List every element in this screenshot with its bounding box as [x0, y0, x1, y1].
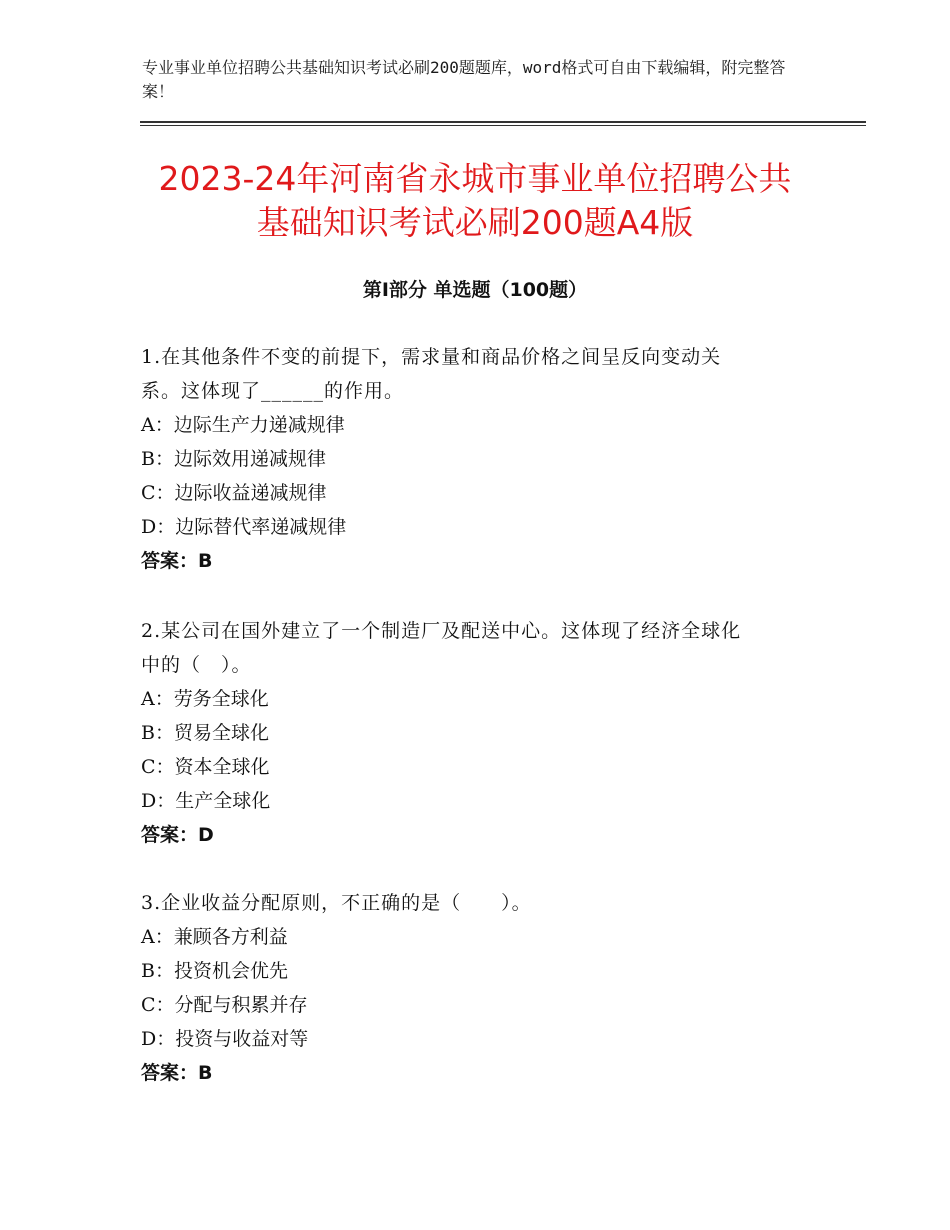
document-title	[100, 157, 850, 245]
option-b: B：边际效用递减规律	[141, 448, 326, 470]
answer: 答案：B	[141, 1062, 213, 1084]
option-d: D：投资与收益对等	[141, 1028, 309, 1050]
option-c: C：分配与积累并存	[141, 994, 308, 1016]
question-stem-line-1: 2.某公司在国外建立了一个制造厂及配送中心。这体现了经济全球化	[141, 620, 742, 642]
question-2	[141, 614, 821, 852]
question-stem-line-1: 1.在其他条件不变的前提下，需求量和商品价格之间呈反向变动关	[141, 346, 722, 368]
title-line-1: 2023-24年河南省永城市事业单位招聘公共	[158, 159, 792, 198]
option-a: A：兼顾各方利益	[141, 926, 288, 948]
option-b: B：贸易全球化	[141, 722, 269, 744]
question-1	[141, 340, 821, 578]
header-divider-thick	[140, 121, 866, 123]
option-c: C：边际收益递减规律	[141, 482, 327, 504]
option-d: D：生产全球化	[141, 790, 271, 812]
option-a: A：劳务全球化	[141, 688, 269, 710]
question-3	[141, 886, 821, 1090]
question-stem-line-2: 中的（ ）。	[141, 654, 252, 676]
question-stem-line-2: 系。这体现了______的作用。	[141, 380, 405, 402]
answer: 答案：D	[141, 824, 214, 846]
option-c: C：资本全球化	[141, 756, 270, 778]
option-b: B：投资机会优先	[141, 960, 288, 982]
section-heading: 第Ⅰ部分 单选题（100题）	[362, 279, 588, 301]
option-a: A：边际生产力递减规律	[141, 414, 345, 436]
option-d: D：边际替代率递减规律	[141, 516, 347, 538]
title-line-2: 基础知识考试必刷200题A4版	[256, 203, 694, 242]
header-note: 专业事业单位招聘公共基础知识考试必刷200题题库，word格式可自由下载编辑，附完整答案！	[142, 58, 786, 101]
answer: 答案：B	[141, 550, 213, 572]
question-stem-line-1: 3.企业收益分配原则，不正确的是（ ）。	[141, 892, 532, 914]
header-divider-thin	[140, 125, 866, 126]
